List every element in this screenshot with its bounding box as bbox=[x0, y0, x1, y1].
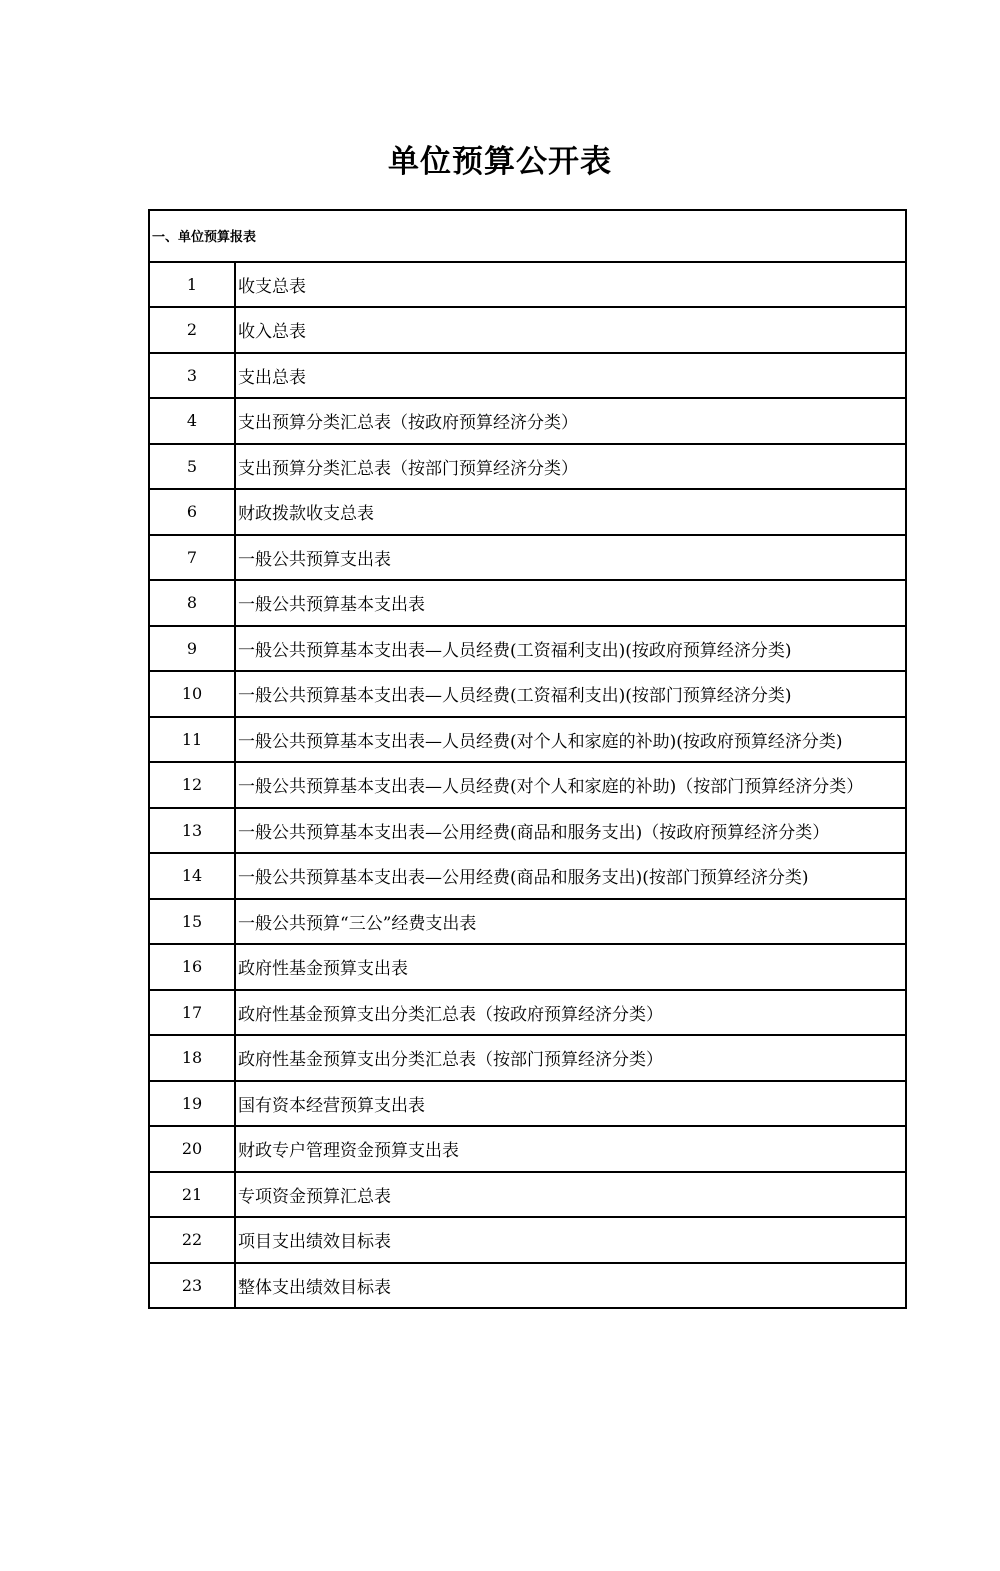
report-name: 收入总表 bbox=[235, 307, 906, 353]
row-number: 18 bbox=[149, 1035, 235, 1081]
report-name: 整体支出绩效目标表 bbox=[235, 1263, 906, 1309]
report-name: 政府性基金预算支出表 bbox=[235, 944, 906, 990]
row-number: 19 bbox=[149, 1081, 235, 1127]
table-row bbox=[149, 444, 906, 490]
row-number: 15 bbox=[149, 899, 235, 945]
row-number: 2 bbox=[149, 307, 235, 353]
table-row bbox=[149, 626, 906, 672]
report-name: 一般公共预算基本支出表 bbox=[235, 580, 906, 626]
table-row bbox=[149, 535, 906, 581]
table-row bbox=[149, 262, 906, 308]
table-row bbox=[149, 1126, 906, 1172]
report-name: 收支总表 bbox=[235, 262, 906, 308]
row-number: 21 bbox=[149, 1172, 235, 1218]
row-number: 17 bbox=[149, 990, 235, 1036]
report-name: 项目支出绩效目标表 bbox=[235, 1217, 906, 1263]
table-row bbox=[149, 671, 906, 717]
row-number: 5 bbox=[149, 444, 235, 490]
report-name: 政府性基金预算支出分类汇总表（按部门预算经济分类） bbox=[235, 1035, 906, 1081]
report-name: 一般公共预算基本支出表—公用经费(商品和服务支出)（按政府预算经济分类） bbox=[235, 808, 906, 854]
row-number: 20 bbox=[149, 1126, 235, 1172]
table-row bbox=[149, 353, 906, 399]
report-name: 一般公共预算“三公”经费支出表 bbox=[235, 899, 906, 945]
row-number: 16 bbox=[149, 944, 235, 990]
table-row bbox=[149, 307, 906, 353]
section-header-row bbox=[149, 210, 906, 262]
section-label: 一、单位预算报表 bbox=[149, 210, 906, 262]
row-number: 1 bbox=[149, 262, 235, 308]
report-name: 政府性基金预算支出分类汇总表（按政府预算经济分类） bbox=[235, 990, 906, 1036]
report-name: 一般公共预算基本支出表—人员经费(工资福利支出)(按政府预算经济分类) bbox=[235, 626, 906, 672]
table-row bbox=[149, 853, 906, 899]
report-name: 支出总表 bbox=[235, 353, 906, 399]
row-number: 4 bbox=[149, 398, 235, 444]
row-number: 23 bbox=[149, 1263, 235, 1309]
row-number: 10 bbox=[149, 671, 235, 717]
table-row bbox=[149, 944, 906, 990]
row-number: 11 bbox=[149, 717, 235, 763]
table-row bbox=[149, 1263, 906, 1309]
row-number: 7 bbox=[149, 535, 235, 581]
table-row bbox=[149, 762, 906, 808]
report-list-table bbox=[148, 209, 907, 1309]
report-name: 一般公共预算基本支出表—人员经费(对个人和家庭的补助)（按部门预算经济分类） bbox=[235, 762, 906, 808]
report-name: 一般公共预算基本支出表—人员经费(对个人和家庭的补助)(按政府预算经济分类) bbox=[235, 717, 906, 763]
report-name: 一般公共预算基本支出表—公用经费(商品和服务支出)(按部门预算经济分类) bbox=[235, 853, 906, 899]
table-row bbox=[149, 398, 906, 444]
table-row bbox=[149, 1035, 906, 1081]
report-name: 支出预算分类汇总表（按部门预算经济分类） bbox=[235, 444, 906, 490]
table-row bbox=[149, 1081, 906, 1127]
page-title: 单位预算公开表 bbox=[388, 144, 612, 180]
row-number: 14 bbox=[149, 853, 235, 899]
table-row bbox=[149, 808, 906, 854]
row-number: 22 bbox=[149, 1217, 235, 1263]
report-name: 财政拨款收支总表 bbox=[235, 489, 906, 535]
row-number: 12 bbox=[149, 762, 235, 808]
row-number: 13 bbox=[149, 808, 235, 854]
table-row bbox=[149, 1172, 906, 1218]
row-number: 3 bbox=[149, 353, 235, 399]
report-name: 专项资金预算汇总表 bbox=[235, 1172, 906, 1218]
row-number: 9 bbox=[149, 626, 235, 672]
table-row bbox=[149, 580, 906, 626]
table-row bbox=[149, 489, 906, 535]
table-row bbox=[149, 717, 906, 763]
report-name: 财政专户管理资金预算支出表 bbox=[235, 1126, 906, 1172]
report-name: 一般公共预算基本支出表—人员经费(工资福利支出)(按部门预算经济分类) bbox=[235, 671, 906, 717]
table-row bbox=[149, 1217, 906, 1263]
table-row bbox=[149, 899, 906, 945]
row-number: 8 bbox=[149, 580, 235, 626]
report-name: 支出预算分类汇总表（按政府预算经济分类） bbox=[235, 398, 906, 444]
report-name: 一般公共预算支出表 bbox=[235, 535, 906, 581]
report-name: 国有资本经营预算支出表 bbox=[235, 1081, 906, 1127]
table-row bbox=[149, 990, 906, 1036]
row-number: 6 bbox=[149, 489, 235, 535]
